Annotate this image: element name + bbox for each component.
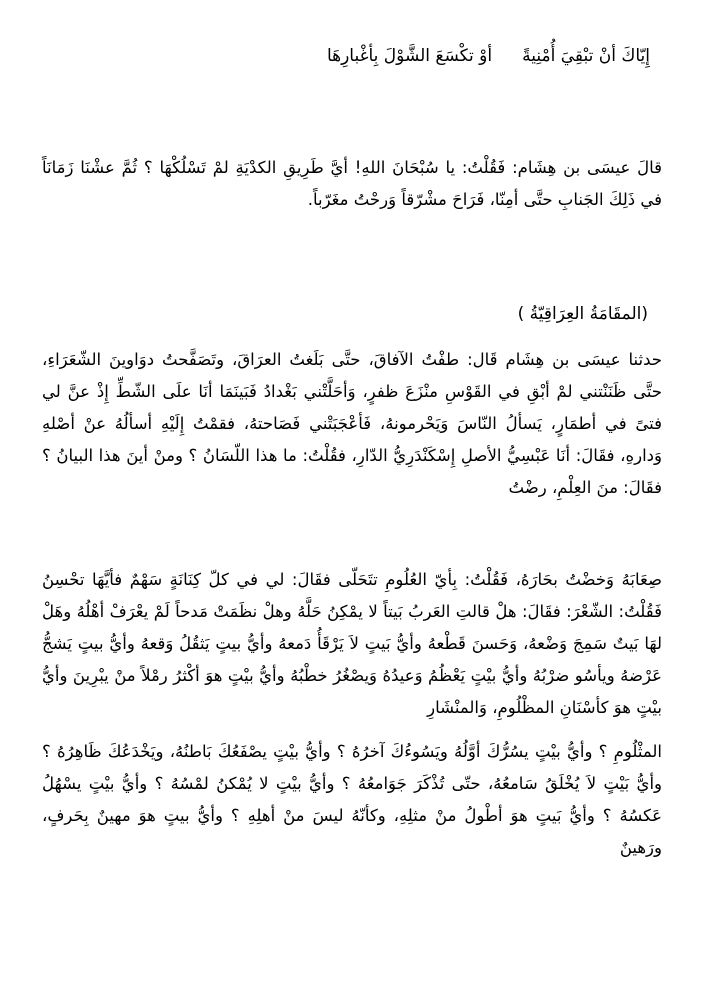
paragraph-2: حدثنا عيسَى بن هِشَام قَال: طفْتُ الآفاقَ، حتَّى بَلَغتُ العرَاقَ، وتَصَفَّحتُ دوَاوينَ الشّعَرَاءِ، حتَّى ظَنَنْتني لمْ أبْقِ في القَوْسِ منْزَعَ ظفرٍ، وَأحَلَّتْني بَغْدادُ فَبَينَمَا أنَا علَى الشّطِّ إِذْ عنَّ لي فتىً في أطمَارٍ، يَسألُ النّاسَ وَيَحْرمونهُ، فَأعْجَبَتْني فَصَاحتهُ، فقمْتُ إِلَيْهِ أسألُهُ عنْ أصْلهِ وَدارهِ، فقَالَ: أنَا عَبْسِيُّ الأصلِ إِسْكَنْدَرِيُّ الدّارِ، فقُلْتُ: ما هذا اللّسَانُ ؟ ومنْ أينَ هذا البيانُ ؟ فقَالَ: منَ العِلْمِ، رضْتُ <box>42 350 662 497</box>
poem-verse <box>40 40 650 72</box>
section-heading: (المقَامَةُ العِرَاقِيّةُ ) <box>517 304 648 324</box>
paragraph-3: صِعَابَهُ وَخضْتُ بحَارَهُ، فَقُلْتُ: بِأيّ العُلُومِ تتَحَلّى فقَالَ: لي في كلّ كِنَانَةٍ سَهْمٌ فأيَّهَا تحْسِنُ فَقُلْتُ: الشّعْرَ: فقَالَ: هلْ قالتِ العَربُ بَيتاً لا يمْكِنُ حَلَّهُ وهلْ نظَمَتْ مَدحاً لَمْ يعْرَفْ أهْلُهُ وهَلْ لهَا بَيتٌ سَمِجَ وَضْعهُ، وَحَسنَ قَطْعهُ وأيُّ بَيتٍ لاَ يَرْقَأُ دَمعهُ وأيُّ بيتٍ يَثقُلُ وَقعهُ وأيُّ بيتٍ يَشجُّ عَرْضهُ ويأسُو ضرْبُهُ وأيُّ بيْتٍ يَعْظُمُ وَعيدُهُ وَيصْغُرُ خطْبُهُ وأيُّ بيْتٍ هوَ أكْثرُ رمْلاً منْ يبْرِينَ وأيُّ بيْتٍ هوَ كأسْنَانِ المظْلُومِ، وَالمنْشَارِ <box>42 570 662 717</box>
verse-second-hemistich: أوْ تكْسَعَ الشَّوْلَ بِأغْبارِهَا <box>326 46 493 66</box>
paragraph-4: المثْلُومِ ؟ وأيُّ بيْتٍ يسُرُّكَ أوَّلُهُ ويَسُوءُكَ آخرُهُ ؟ وأيُّ بيْتٍ يصْفَعُكَ بَاطنُهُ، ويَخْدَعُكَ ظَاهِرُهُ ؟ وأيُّ بَيْتٍ لاَ يُخْلَقُ سَامعُهُ، حتّى تُذْكَرَ جَوَامعُهُ ؟ وأيُّ بيْتٍ لا يُمْكنُ لمْسُهُ ؟ وأيُّ بيْتٍ يسْهُلُ عَكسُهُ ؟ وأيُّ بَيتٍ هوَ أطْولُ منْ مثلِهِ، وكأنّهُ ليسَ منْ أهلِهِ ؟ وأيُّ بيتٍ هوَ مهينٌ بِحَرفٍ، ورَهينٌ <box>42 742 662 857</box>
paragraph-1: قالَ عيسَى بن هِشَام: فَقُلْتُ: يا سُبْحَانَ اللهِ! أيَّ طَرِيقِ الكدْيَةِ لمْ تَسْلُكْهَا ؟ ثُمَّ عشْنَا زَمَانَاً في ذَلِكَ الجَنابِ حتَّى أمِنّا، فَرَاحَ مشْرّقاً وَرحْتُ مغَرّباً. <box>42 158 662 209</box>
verse-first-hemistich: إِيّاكَ أنْ تبْقِيَ أُمْنِيةً <box>522 46 650 66</box>
